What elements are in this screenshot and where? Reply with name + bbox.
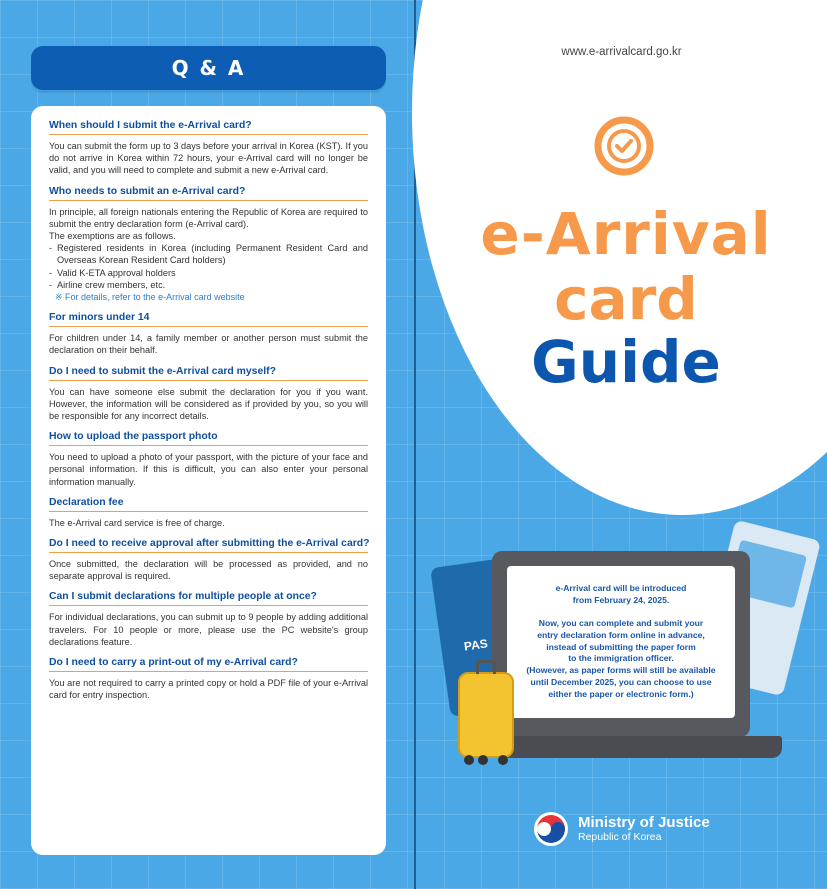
- qa-item: [49, 497, 368, 529]
- qa-answer: Once submitted, the declaration will be processed as provided, and no separate approval is required.: [49, 559, 368, 582]
- notice-text: (However, as paper forms will still be available: [526, 665, 716, 676]
- qa-item: [49, 431, 368, 488]
- ministry-subtitle: Republic of Korea: [578, 830, 662, 843]
- luggage-wheel: [464, 755, 474, 765]
- ministry-logo: [533, 811, 710, 847]
- qa-question: For minors under 14: [49, 312, 368, 327]
- laptop-base: [470, 736, 782, 758]
- qa-answer: The e-Arrival card service is free of charge.: [49, 517, 225, 528]
- ministry-name: Ministry of Justice: [578, 813, 710, 831]
- title-line-guide: Guide: [531, 328, 721, 396]
- qa-answer: [49, 206, 368, 304]
- qa-question: When should I submit the e-Arrival card?: [49, 120, 368, 135]
- check-circle-icon: [593, 115, 655, 177]
- luggage-wheel: [498, 755, 508, 765]
- laptop-illustration: [492, 551, 750, 737]
- notice-text: entry declaration form online in advance,: [537, 629, 705, 640]
- qa-question: Declaration fee: [49, 497, 368, 512]
- qa-question: Can I submit declarations for multiple people at once?: [49, 591, 368, 606]
- taegeuk-icon: [533, 811, 569, 847]
- notice-text: instead of submitting the paper form: [546, 641, 696, 652]
- qa-answer: You are not required to carry a printed copy or hold a PDF file of your e-Arrival card for entry inspection.: [49, 678, 368, 701]
- qa-item: [49, 591, 368, 648]
- qa-answer: You need to upload a photo of your passport, with the picture of your face and personal information. If this is difficult, you can also enter your personal information manually.: [49, 452, 368, 487]
- passport-label: PAS: [463, 636, 489, 654]
- qa-item: [49, 312, 368, 356]
- ministry-text: [578, 815, 710, 844]
- notice-text: e-Arrival card will be introduced: [555, 583, 687, 594]
- laptop-screen: [507, 566, 735, 718]
- qa-item: [49, 538, 368, 582]
- qa-question: Do I need to carry a print-out of my e-Arrival card?: [49, 657, 368, 672]
- qa-item: [49, 366, 368, 423]
- qa-answer: You can have someone else submit the declaration for you if you want. However, the information will be considered as if provided by you, so you will be responsible for any incorrect details.: [49, 386, 368, 422]
- qa-item: [49, 186, 368, 304]
- notice-text: to the immigration officer.: [568, 653, 674, 664]
- list-item: - Airline crew members, etc.: [49, 279, 368, 291]
- qa-answer: For individual declarations, you can submit up to 9 people by adding additional travelers. For 10 people or more, please use the PC website's group declarations feature.: [49, 612, 368, 647]
- qa-item: [49, 657, 368, 701]
- qa-answer-text: The exemptions are as follows.: [49, 231, 176, 242]
- qa-answer: For children under 14, a family member or another person must submit the declaration on their behalf.: [49, 333, 368, 356]
- qa-answer-text: In principle, all foreign nationals entering the Republic of Korea are required to submit the entry declaration form (e-Arrival card).: [49, 206, 368, 229]
- luggage-wheel: [478, 755, 488, 765]
- qa-question: Do I need to submit the e-Arrival card myself?: [49, 366, 368, 381]
- notice-text: until December 2025, you can choose to use: [530, 676, 712, 687]
- list-item: - Valid K-ETA approval holders: [49, 267, 368, 279]
- notice-text: Now, you can complete and submit your: [538, 618, 704, 628]
- title-line-card: card: [554, 265, 698, 333]
- qa-question: Do I need to receive approval after submitting the e-Arrival card?: [49, 538, 368, 553]
- notice-text: either the paper or electronic form.): [548, 688, 694, 699]
- luggage-illustration: [458, 672, 514, 758]
- notice-text: from February 24, 2025.: [572, 595, 670, 606]
- qa-question: How to upload the passport photo: [49, 431, 368, 446]
- qa-card: [31, 106, 386, 855]
- website-note: ※ For details, refer to the e-Arrival card website: [55, 292, 245, 303]
- qa-item: [49, 120, 368, 177]
- title-line-e-arrival: e-Arrival: [480, 200, 772, 268]
- list-item: - Registered residents in Korea (including Permanent Resident Card and Overseas Korean Resident Card holders): [49, 242, 368, 266]
- qa-header: Q & A: [31, 46, 386, 90]
- exemption-list: [49, 242, 368, 291]
- qa-question: Who needs to submit an e-Arrival card?: [49, 186, 368, 201]
- qa-answer: You can submit the form up to 3 days before your arrival in Korea (KST). If you do not arrive in Korea within 72 hours, your e-Arrival card will no longer be valid, and you will need to complete and submit a new e-Arrival card.: [49, 141, 368, 176]
- website-url[interactable]: www.e-arrivalcard.go.kr: [561, 46, 682, 58]
- luggage-handle: [476, 660, 496, 674]
